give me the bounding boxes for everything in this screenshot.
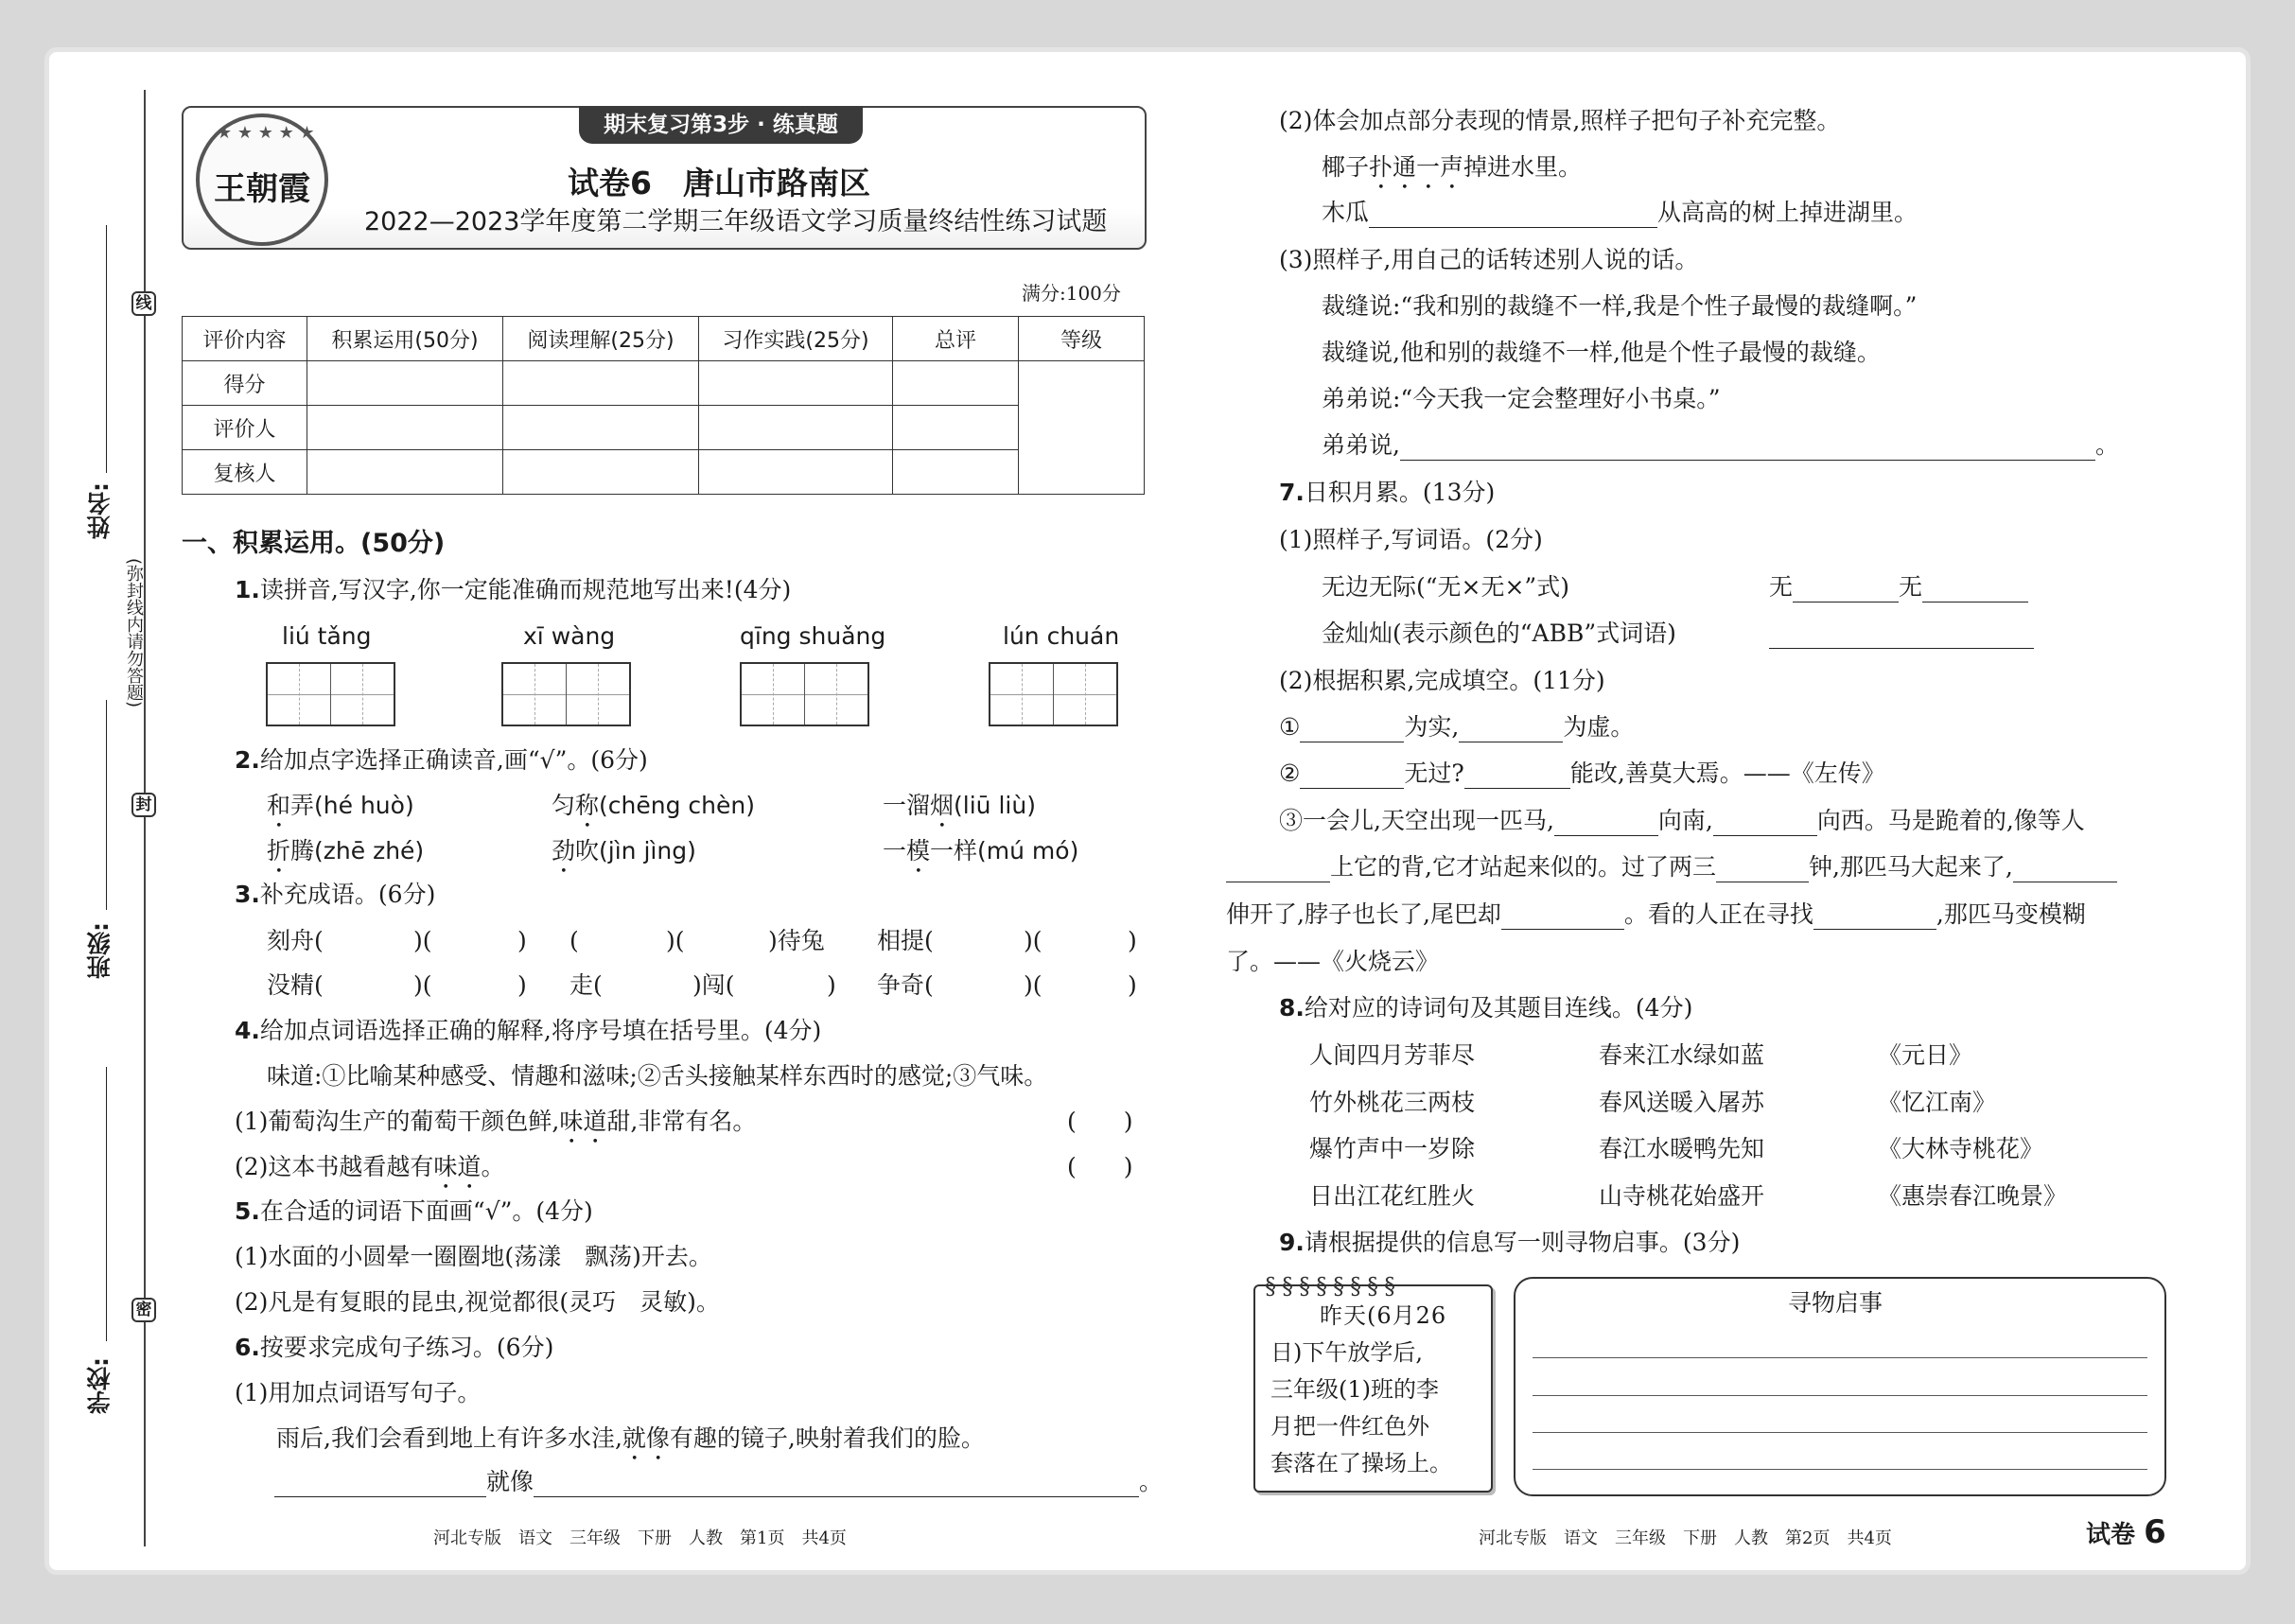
- fill-item-2[interactable]: ② 无过? 能改,善莫大焉。——《左传》: [1279, 760, 1885, 787]
- answer-line[interactable]: 无 无: [1769, 572, 2028, 602]
- score-cell[interactable]: [699, 361, 893, 406]
- poem-line[interactable]: 竹外桃花三两枝: [1309, 1089, 1476, 1116]
- school-field[interactable]: [106, 1067, 107, 1341]
- answer-line[interactable]: 弟弟说, 。: [1322, 431, 2119, 459]
- question-text: 给加点词语选择正确的解释,将序号填在括号里。(4分): [259, 1017, 822, 1044]
- poem-line[interactable]: 山寺桃花始盛开: [1599, 1182, 1765, 1210]
- fill-item-3-cont[interactable]: 伸开了,脖子也长了,尾巴却 。看的人正在寻找 ,那匹马变模糊: [1226, 900, 2086, 928]
- question-number: 8.: [1279, 994, 1305, 1022]
- table-header: 习作实践(25分): [699, 317, 893, 361]
- example-line: 弟弟说:“今天我一定会整理好小书桌。”: [1322, 385, 1721, 412]
- example-line: 裁缝说,他和别的裁缝不一样,他是个性子最慢的裁缝。: [1322, 339, 1881, 366]
- question-number: 6.: [235, 1334, 260, 1361]
- poem-line[interactable]: 日出江花红胜火: [1309, 1182, 1476, 1210]
- pinyin: xī wàng: [523, 622, 616, 650]
- logo: ★ ★ ★ ★ ★ 王朝霞: [196, 114, 328, 246]
- writing-grid[interactable]: [989, 662, 1118, 726]
- definition: 味道:①比喻某种感受、情趣和滋味;②舌头接触某样东西时的感觉;③气味。: [267, 1062, 1048, 1090]
- score-cell[interactable]: [893, 406, 1019, 450]
- notepad-line: 套落在了操场上。: [1270, 1450, 1452, 1476]
- question-6: [235, 1333, 553, 1363]
- question-text: 在合适的词语下面画“√”。(4分): [259, 1197, 593, 1225]
- binding-note: (弥封线内请勿答题): [124, 558, 144, 708]
- fill-item-3-cont[interactable]: 上它的背,它才站起来似的。过了两三 钟,那匹马大起来了,: [1226, 852, 2117, 882]
- grade-cell[interactable]: [1019, 361, 1145, 495]
- sub-question: (2)体会加点部分表现的情景,照样子把句子补充完整。: [1279, 107, 1841, 134]
- writing-line[interactable]: [1533, 1395, 2147, 1396]
- question-9: [1279, 1228, 1740, 1258]
- notepad-line: 昨天(6月26: [1320, 1302, 1447, 1329]
- header-tag: 期末复习第3步 · 练真题: [579, 106, 863, 144]
- paper-subtitle: 2022—2023学年度第二学期三年级语文学习质量终结性练习试题: [364, 207, 1108, 236]
- writing-line[interactable]: [1533, 1469, 2147, 1470]
- score-cell[interactable]: [503, 406, 699, 450]
- question-number: 4.: [235, 1017, 260, 1044]
- question-text: 读拼音,写汉字,你一定能准确而规范地写出来!(4分): [259, 576, 792, 603]
- row-label: 得分: [183, 361, 307, 406]
- score-cell[interactable]: [307, 450, 503, 495]
- example-word: 无边无际(“无×无×”式): [1322, 573, 1569, 601]
- answer-paren[interactable]: ( ): [1067, 1153, 1133, 1180]
- table-header: 等级: [1019, 317, 1145, 361]
- score-cell[interactable]: [503, 361, 699, 406]
- poem-line[interactable]: 春风送暖入屠苏: [1599, 1089, 1765, 1116]
- question-7: [1279, 478, 1495, 508]
- fill-item-3[interactable]: ③一会儿,天空出现一匹马, 向南, 向西。马是跪着的,像等人: [1279, 807, 2085, 834]
- sentence-1[interactable]: (1)水面的小圆晕一圈圈地(荡漾 飘荡)开去。: [235, 1243, 712, 1270]
- writing-grid[interactable]: [501, 662, 631, 726]
- question-text: 给加点字选择正确读音,画“√”。(6分): [259, 746, 648, 774]
- row-label: 评价人: [183, 406, 307, 450]
- poem-title[interactable]: 《惠崇春江晚景》: [1878, 1182, 2068, 1210]
- question-text: 补充成语。(6分): [259, 881, 436, 908]
- question-number: 1.: [235, 576, 260, 603]
- writing-grid[interactable]: [740, 662, 869, 726]
- question-8: [1279, 993, 1692, 1023]
- sub-question: (1)用加点词语写句子。: [235, 1379, 482, 1406]
- poem-title[interactable]: 《忆江南》: [1878, 1089, 1997, 1116]
- writing-line[interactable]: [1533, 1357, 2147, 1358]
- row-label: 复核人: [183, 450, 307, 495]
- notepad-line: 三年级(1)班的李: [1270, 1376, 1439, 1403]
- idiom-row-2[interactable]: 没精( )( ) 走( )闯( ) 争奇( )( ): [267, 971, 1137, 999]
- pinyin: lún chuán: [1003, 622, 1120, 650]
- sentence-2[interactable]: (2)凡是有复眼的昆虫,视觉都很(灵巧 灵敏)。: [235, 1288, 720, 1316]
- sentence-1: (1)葡萄沟生产的葡萄干颜色鲜,味道甜,非常有名。: [235, 1108, 757, 1135]
- name-field[interactable]: [106, 225, 107, 473]
- section-title: 一、积累运用。(50分): [182, 529, 446, 558]
- question-4: [235, 1016, 821, 1046]
- table-header: 积累运用(50分): [307, 317, 503, 361]
- question-2: [235, 745, 648, 776]
- table-row: [183, 317, 1145, 361]
- reading-option[interactable]: 和弄(hé huò): [267, 792, 414, 819]
- writing-line[interactable]: [1533, 1432, 2147, 1433]
- pinyin: liú tǎng: [282, 622, 372, 650]
- table-header: 评价内容: [183, 317, 307, 361]
- poem-line[interactable]: 春江水暖鸭先知: [1599, 1135, 1765, 1162]
- notepad-line: 日)下午放学后,: [1270, 1339, 1423, 1366]
- table-row: [183, 406, 1145, 450]
- fill-item-1[interactable]: ① 为实, 为虚。: [1279, 713, 1635, 741]
- answer-paren[interactable]: ( ): [1067, 1108, 1133, 1135]
- question-number: 7.: [1279, 479, 1305, 506]
- score-cell[interactable]: [307, 361, 503, 406]
- example-sentence: 椰子扑通一声掉进水里。: [1322, 153, 1583, 181]
- notepad-line: 月把一件红色外: [1270, 1413, 1429, 1440]
- spiral-binding: §§§§§§§§: [1265, 1273, 1401, 1300]
- footer-left: 河北专版 语文 三年级 下册 人教 第1页 共4页: [433, 1528, 847, 1548]
- question-3: [235, 880, 435, 910]
- score-cell[interactable]: [699, 450, 893, 495]
- poem-line[interactable]: 春来江水绿如蓝: [1599, 1041, 1765, 1069]
- example-sentence: 雨后,我们会看到地上有许多水洼,就像有趣的镜子,映射着我们的脸。: [276, 1424, 985, 1452]
- writing-grid[interactable]: [266, 662, 395, 726]
- question-number: 3.: [235, 881, 260, 908]
- footer-right: 河北专版 语文 三年级 下册 人教 第2页 共4页: [1479, 1528, 1892, 1548]
- reading-option[interactable]: 折腾(zhē zhé): [267, 837, 425, 864]
- table-header: 总评: [893, 317, 1019, 361]
- pinyin: qīng shuǎng: [740, 622, 886, 650]
- class-label: 班级:: [86, 922, 114, 979]
- answer-line[interactable]: [1769, 619, 2034, 649]
- fill-item-3-end: 了。——《火烧云》: [1226, 948, 1440, 975]
- full-score: 满分:100分: [1022, 282, 1121, 305]
- question-text: 日积月累。(13分): [1304, 479, 1496, 506]
- reading-option[interactable]: 匀称(chēng chèn): [552, 792, 755, 819]
- score-cell[interactable]: [893, 450, 1019, 495]
- table-row: [183, 361, 1145, 406]
- logo-text: 王朝霞: [214, 170, 310, 208]
- sentence-2: (2)这本书越看越有味道。: [235, 1153, 505, 1180]
- score-cell[interactable]: [307, 406, 503, 450]
- question-1: [235, 575, 791, 605]
- question-5: [235, 1196, 593, 1227]
- binding-seal-1: 线: [131, 291, 156, 316]
- score-cell[interactable]: [503, 450, 699, 495]
- sub-question: (3)照样子,用自己的话转述别人说的话。: [1279, 246, 1699, 273]
- poem-line[interactable]: 人间四月芳菲尽: [1309, 1041, 1476, 1069]
- poem-line[interactable]: 爆竹声中一岁除: [1309, 1135, 1476, 1162]
- table-header: 阅读理解(25分): [503, 317, 699, 361]
- sub-question: (2)根据积累,完成填空。(11分): [1279, 667, 1605, 694]
- score-table: [182, 316, 1145, 495]
- paper-label: 试卷 6: [2086, 1513, 2166, 1551]
- score-cell[interactable]: [699, 406, 893, 450]
- reading-option[interactable]: 一溜烟(liū liù): [883, 792, 1036, 819]
- question-number: 2.: [235, 746, 260, 774]
- example-line: 裁缝说:“我和别的裁缝不一样,我是个性子最慢的裁缝啊。”: [1322, 292, 1918, 320]
- school-label: 学校:: [86, 1357, 114, 1414]
- reading-option[interactable]: 劲吹(jìn jìng): [552, 837, 696, 864]
- question-text: 给对应的诗词句及其题目连线。(4分): [1304, 994, 1693, 1022]
- name-label: 姓名:: [86, 482, 114, 539]
- example-word: 金灿灿(表示颜色的“ABB”式词语): [1322, 620, 1676, 647]
- score-cell[interactable]: [893, 361, 1019, 406]
- idiom-row-1[interactable]: 刻舟( )( ) ( )( )待兔 相提( )( ): [267, 927, 1137, 954]
- table-row: [183, 450, 1145, 495]
- question-text: 按要求完成句子练习。(6分): [259, 1334, 554, 1361]
- poem-title[interactable]: 《元日》: [1878, 1041, 1973, 1069]
- question-text: 请根据提供的信息写一则寻物启事。(3分): [1304, 1229, 1741, 1256]
- poem-title[interactable]: 《大林寺桃花》: [1878, 1135, 2044, 1162]
- question-number: 9.: [1279, 1229, 1305, 1256]
- class-field[interactable]: [106, 700, 107, 910]
- answer-line[interactable]: 木瓜 从高高的树上掉进湖里。: [1322, 199, 1918, 226]
- paper-title: 试卷6 唐山市路南区: [568, 165, 870, 201]
- notice-title: 寻物启事: [1788, 1289, 1883, 1317]
- answer-line[interactable]: 就像 。: [274, 1467, 1163, 1497]
- question-number: 5.: [235, 1197, 260, 1225]
- binding-seal-3: 密: [131, 1298, 156, 1322]
- sub-question: (1)照样子,写词语。(2分): [1279, 526, 1543, 553]
- binding-seal-2: 封: [131, 793, 156, 817]
- reading-option[interactable]: 一模一样(mú mó): [883, 837, 1079, 864]
